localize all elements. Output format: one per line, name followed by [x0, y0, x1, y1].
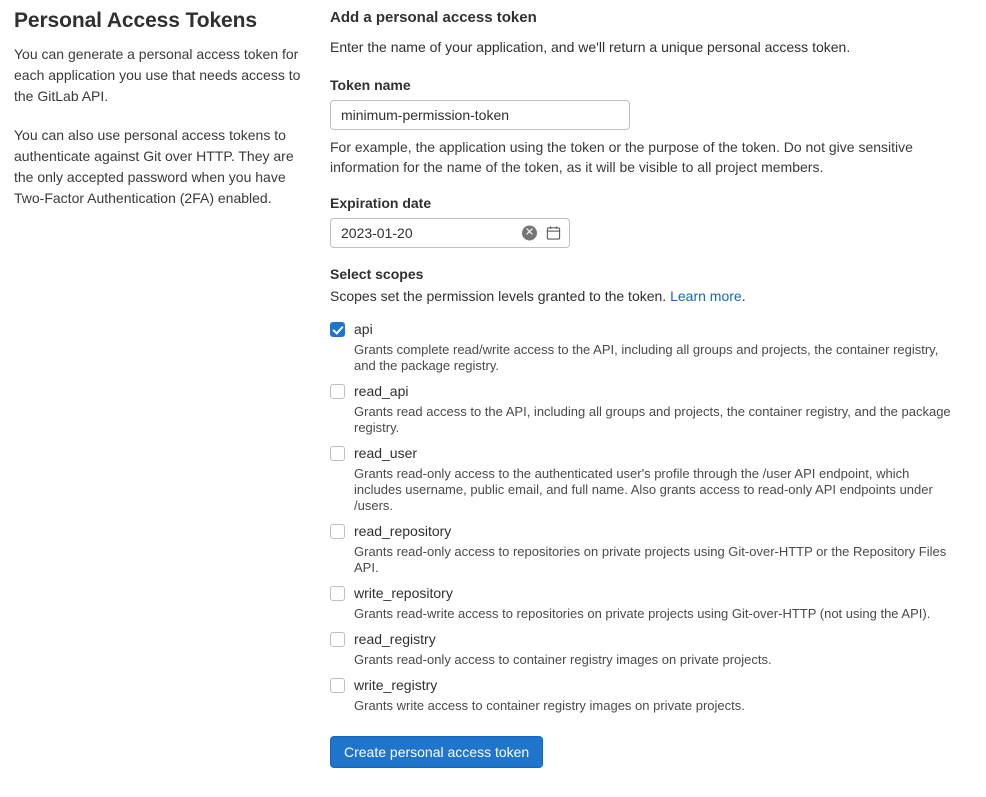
scope-description: Grants read-only access to repositories on private projects using Git-over-HTTP or the Repository Files API.	[354, 544, 947, 575]
scope-item	[330, 582, 954, 622]
scope-label[interactable]: api	[354, 321, 373, 337]
scope-item	[330, 380, 954, 436]
scope-header	[330, 674, 954, 696]
scope-checkbox-read-api[interactable]	[330, 384, 345, 399]
scope-header	[330, 520, 954, 542]
scope-checkbox-api[interactable]	[330, 322, 345, 337]
scope-label[interactable]: read_repository	[354, 523, 452, 539]
scope-item	[330, 442, 954, 514]
token-name-label: Token name	[330, 77, 411, 93]
scopes-list	[330, 318, 954, 714]
scope-item	[330, 674, 954, 714]
scopes-subtext-lead: Scopes set the permission levels granted to the token.	[330, 288, 671, 304]
scope-checkbox-write-repository[interactable]	[330, 586, 345, 601]
scope-item	[330, 520, 954, 576]
info-paragraph-1: You can generate a personal access token for each application you use that needs access to the GitLab API.	[14, 46, 301, 104]
clear-date-icon[interactable]: ✕	[522, 226, 537, 241]
scope-label[interactable]: read_user	[354, 445, 418, 461]
info-paragraph-2: You can also use personal access tokens to authenticate against Git over HTTP. They are the only accepted password when you have Two-Factor Authentication (2FA) enabled.	[14, 127, 294, 206]
spacer-2	[330, 248, 954, 266]
scopes-subtext	[330, 286, 954, 306]
scope-description: Grants write access to container registry images on private projects.	[354, 698, 745, 713]
form-lead-text: Enter the name of your application, and we'll return a unique personal access token.	[330, 39, 851, 55]
scope-header	[330, 380, 954, 402]
scope-description: Grants read-write access to repositories on private projects using Git-over-HTTP (not using the API).	[354, 606, 931, 621]
learn-more-link[interactable]: Learn more	[670, 288, 742, 304]
scope-checkbox-write-registry[interactable]	[330, 678, 345, 693]
expiration-date-field	[330, 218, 570, 248]
scopes-subtext-period: .	[741, 288, 746, 304]
scope-checkbox-read-user[interactable]	[330, 446, 345, 461]
scope-item	[330, 318, 954, 374]
scope-label[interactable]: read_api	[354, 383, 409, 399]
scope-checkbox-read-registry[interactable]	[330, 632, 345, 647]
token-name-input[interactable]	[330, 100, 630, 130]
calendar-icon[interactable]	[546, 226, 561, 241]
token-name-help: For example, the application using the token or the purpose of the token. Do not give sensitive information for the name of the token, as it will be visible to all project members.	[330, 139, 913, 175]
page-layout	[0, 8, 986, 768]
info-sidebar	[0, 8, 330, 227]
scope-description: Grants read access to the API, including all groups and projects, the container registry, and the package registry.	[354, 404, 951, 435]
scope-header	[330, 318, 954, 340]
scope-label[interactable]: write_repository	[354, 585, 453, 601]
scope-header	[330, 582, 954, 604]
token-form	[330, 8, 970, 768]
scope-description: Grants read-only access to container registry images on private projects.	[354, 652, 772, 667]
scope-checkbox-read-repository[interactable]	[330, 524, 345, 539]
page-title: Personal Access Tokens	[14, 9, 257, 32]
scope-header	[330, 628, 954, 650]
scopes-title: Select scopes	[330, 266, 424, 282]
scope-description: Grants complete read/write access to the API, including all groups and projects, the container registry, and the package registry.	[354, 342, 939, 373]
scope-label[interactable]: read_registry	[354, 631, 436, 647]
form-heading: Add a personal access token	[330, 9, 537, 26]
scope-label[interactable]: write_registry	[354, 677, 438, 693]
scope-description: Grants read-only access to the authenticated user's profile through the /user API endpoint, which includes username, public email, and full name. Also grants access to read-only API endpoints under /users.	[354, 466, 933, 513]
create-token-button[interactable]: Create personal access token	[330, 736, 543, 768]
expiration-date-label: Expiration date	[330, 195, 432, 211]
spacer-1	[330, 177, 954, 195]
scope-header	[330, 442, 954, 464]
scope-item	[330, 628, 954, 668]
